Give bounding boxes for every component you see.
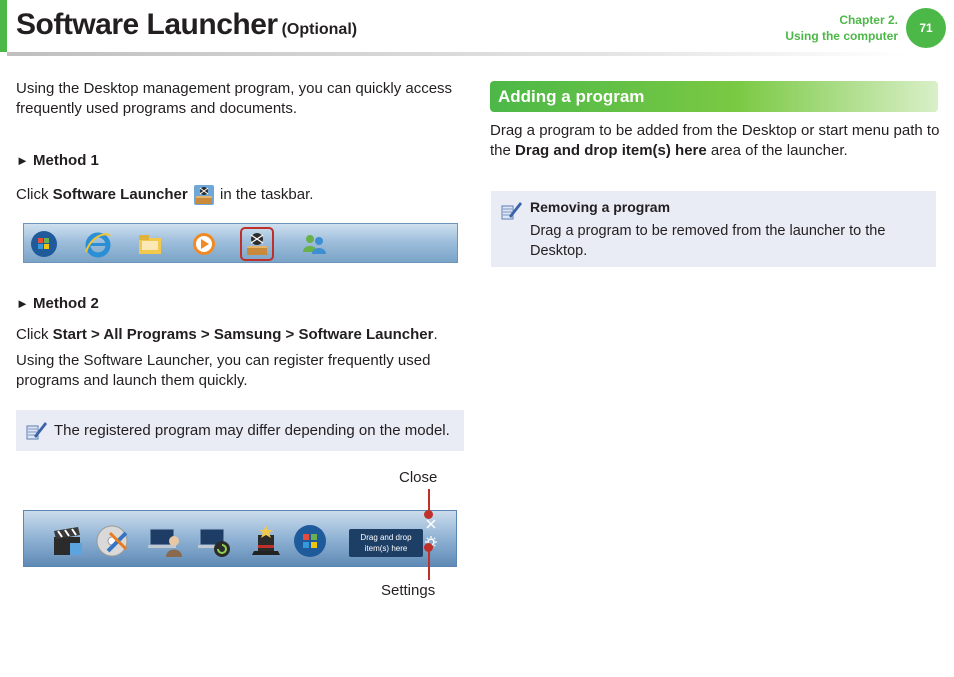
note-pencil-icon [24,419,48,443]
note-box-right [491,191,936,267]
note-title-removing: Removing a program [530,199,671,215]
close-callout-dot [424,510,433,519]
users-icon [300,230,328,258]
internet-explorer-icon [84,230,112,258]
note-box-left [16,410,464,451]
windows-logo-icon [290,521,330,561]
page-title: Software Launcher (Optional) [16,8,358,41]
title-suffix: (Optional) [281,21,358,38]
method2-description: Using the Software Launcher, you can register frequently used programs and launch them quickly. [16,352,431,389]
method1-instruction: Click Software Launcher in the taskbar. [16,183,313,207]
section-header-adding: Adding a program [490,81,938,112]
close-callout-label: Close [399,469,438,486]
magic-hat-icon [246,521,286,561]
note-pencil-icon [499,199,523,223]
disc-tools-icon [94,521,134,561]
note-body-removing: Drag a program to be removed from the launcher to the Desktop. [530,223,886,259]
settings-callout-line [428,550,430,580]
note-text-left: The registered program may differ depending on the model. [54,422,450,439]
software-launcher-icon [192,183,216,207]
media-player-icon [190,230,218,258]
adding-program-text: Drag a program to be added from the Desktop or start menu path to the Drag and drop item(s) here area of the launcher. [490,122,940,159]
software-launcher-screenshot [23,510,457,567]
folder-icon [136,230,164,258]
method1-heading: ► Method 1 [16,152,99,169]
method2-heading: ► Method 2 [16,295,99,312]
header-accent-bar [0,0,7,52]
drop-area: Drag and drop item(s) here [349,529,423,557]
header-divider [7,52,907,56]
windows-start-icon [30,230,58,258]
taskbar-screenshot [23,223,458,263]
page-number-badge: 71 [906,8,946,48]
intro-text: Using the Desktop management program, you can quickly access frequently used programs and documents. [16,80,453,117]
software-launcher-taskbar-icon [240,227,274,261]
clapperboard-icon [48,521,88,561]
settings-callout-label: Settings [381,582,436,599]
laptop-user-icon [146,521,186,561]
method2-instruction: Click Start > All Programs > Samsung > Software Launcher. [16,326,438,343]
chapter-label: Chapter 2. Using the computer [785,13,898,43]
laptop-recovery-icon [196,521,236,561]
